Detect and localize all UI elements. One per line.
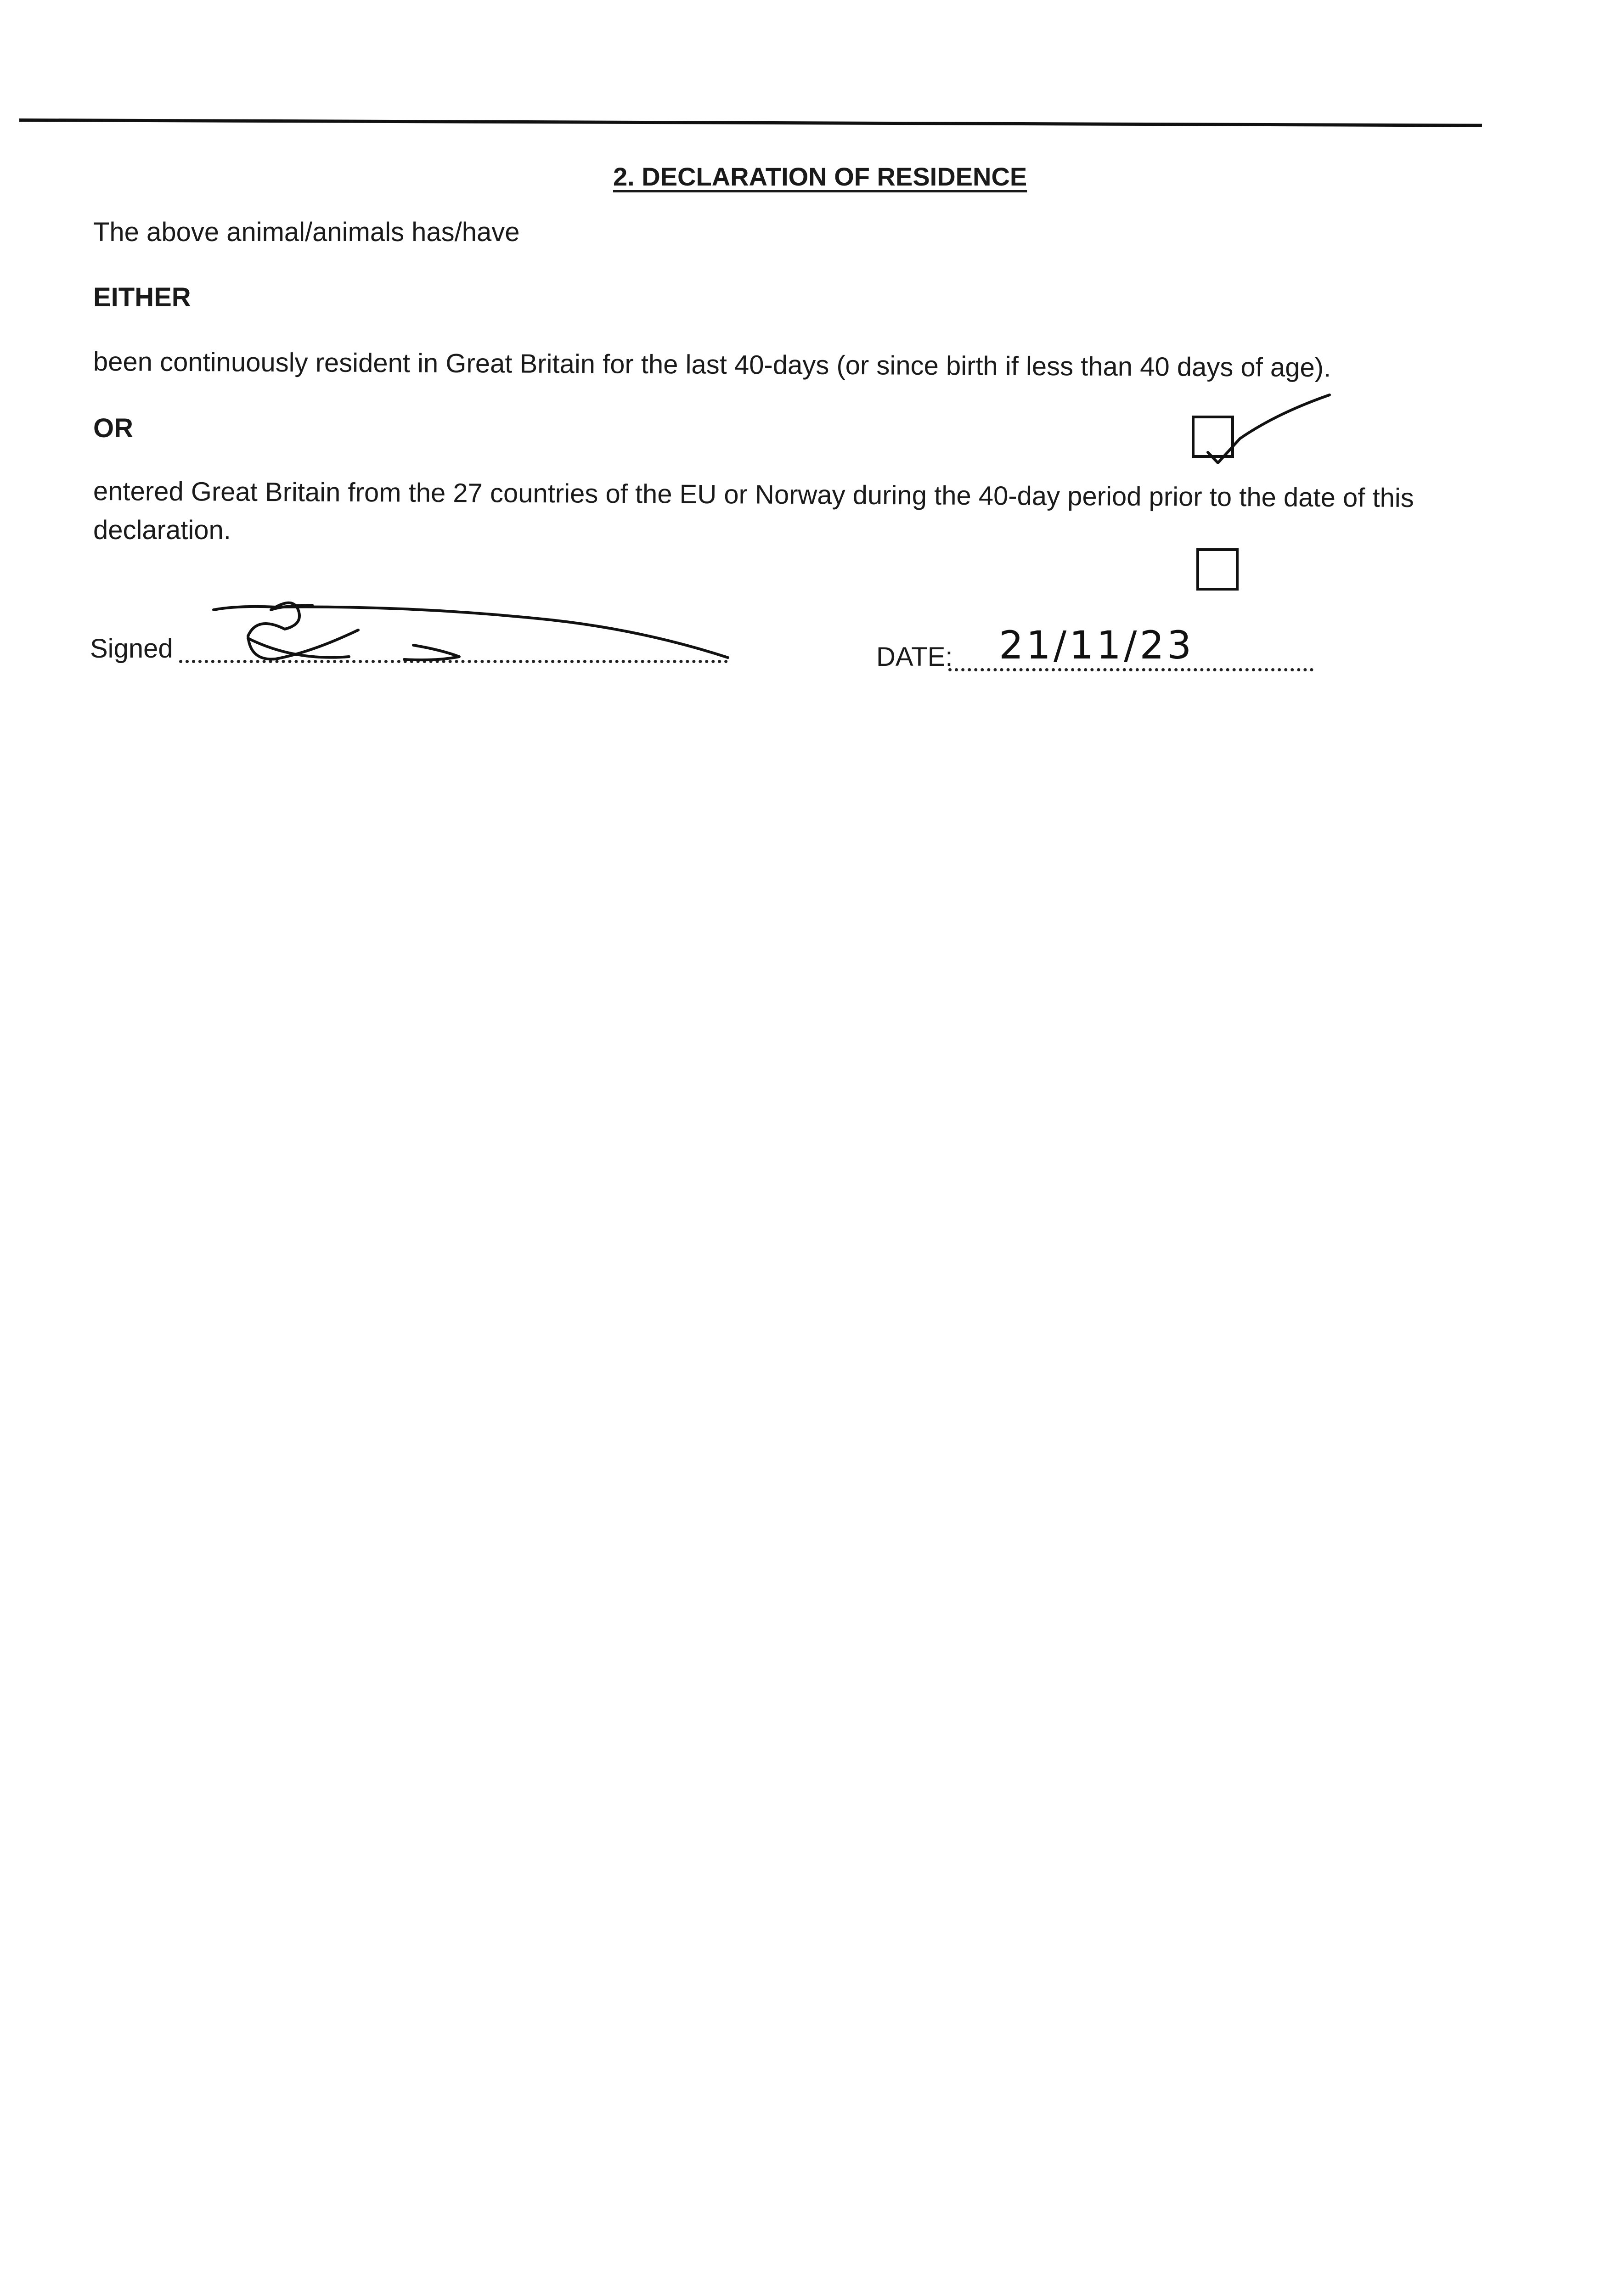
option-1-checkbox[interactable] <box>1192 416 1234 458</box>
date-value: 21/11/23 <box>999 623 1195 668</box>
top-divider <box>19 118 1482 127</box>
signed-label: Signed <box>90 634 173 664</box>
section-title: 2. DECLARATION OF RESIDENCE <box>613 162 1027 191</box>
option-2-checkbox[interactable] <box>1196 548 1239 591</box>
option-1-text: been continuously resident in Great Britain for the last 40-days (or since birth if less than 40 days of age). <box>93 347 1331 383</box>
either-label: EITHER <box>93 282 191 312</box>
date-line[interactable] <box>948 668 1313 671</box>
option-2-text-line1: entered Great Britain from the 27 countries of the EU or Norway during the 40-day period prior to the date of this <box>93 476 1414 513</box>
or-label: OR <box>93 413 133 443</box>
option-2-text-line2: declaration. <box>93 515 231 545</box>
date-label: DATE: <box>876 642 953 672</box>
intro-text: The above animal/animals has/have <box>93 217 520 247</box>
signature-icon <box>214 603 728 660</box>
signature-line[interactable] <box>179 660 728 663</box>
